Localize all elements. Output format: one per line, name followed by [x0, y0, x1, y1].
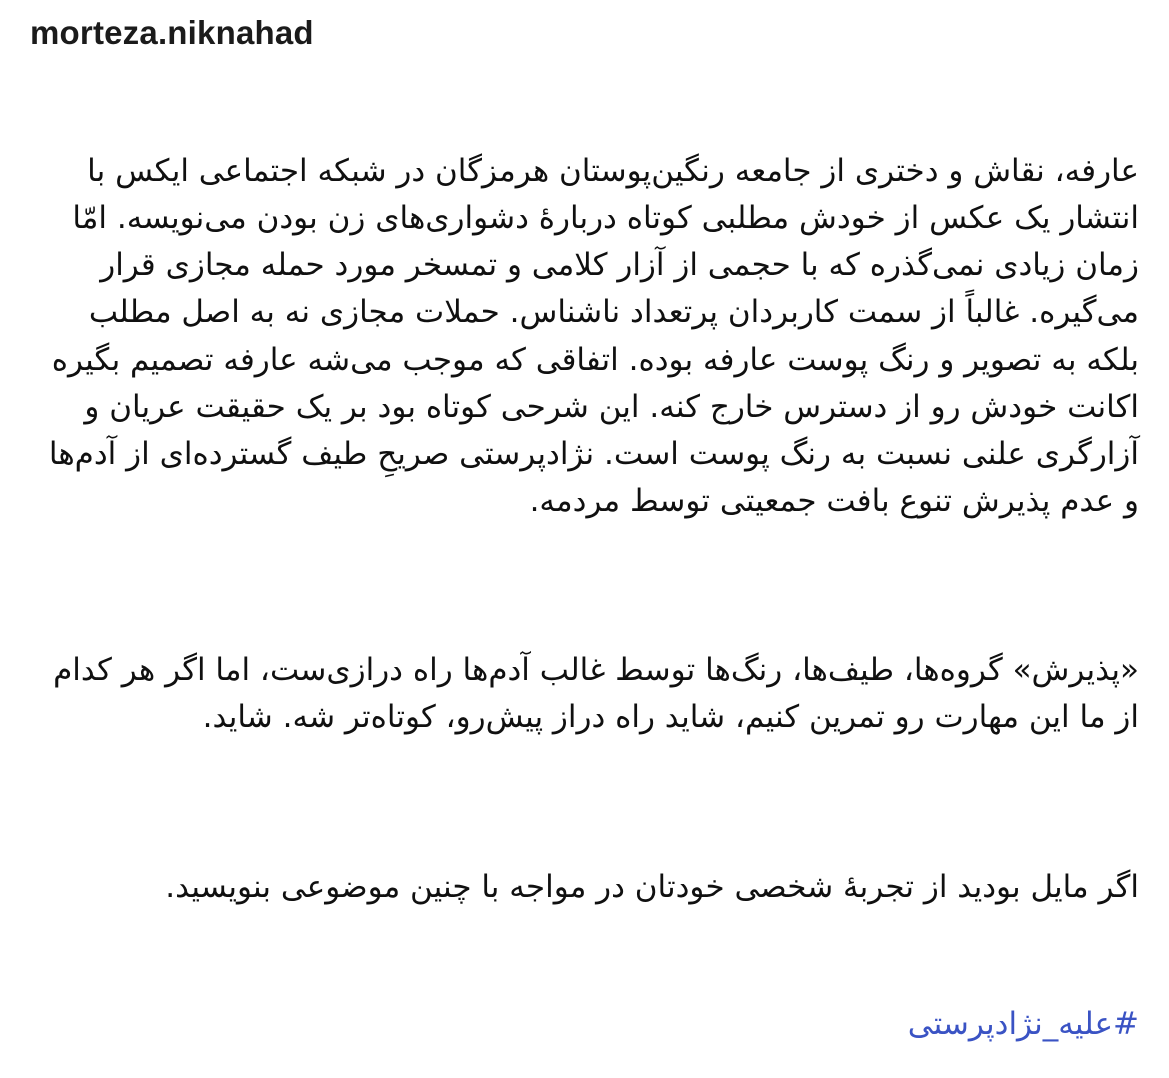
post-paragraph: اگر مایل بودید از تجربۀ شخصی خودتان در مواجه با چنین موضوعی بنویسید. — [165, 868, 1139, 905]
post-truncated-next-line — [30, 1052, 1139, 1078]
post-paragraph: «پذیرش» گروه‌ها، طیف‌ها، رنگ‌ها توسط غالب آدم‌ها راه درازی‌ست، اما اگر هر کدام از ما این مهارت رو تمرین کنیم، شاید راه دراز پیش‌رو، کوتاه‌تر شه. شاید. — [43, 652, 1139, 736]
hashtag-link[interactable]: #علیه_نژادپرستی — [907, 1006, 1139, 1043]
post-body — [30, 54, 1139, 1005]
post-username[interactable]: morteza.niknahad — [30, 14, 314, 51]
post-paragraph: عارفه، نقاش و دختری از جامعه رنگین‌پوستان هرمزگان در شبکه اجتماعی ایکس با انتشار یک عکس از خودش مطلبی کوتاه دربارۀ دشواری‌های زن بودن می‌نویسه. امّا زمان زیادی نمی‌گذره که با حجمی از آزار کلامی و تمسخر مورد حمله مجازی قرار می‌گیره. غالباً از سمت کاربردان پرتعداد ناشناس. حملات مجازی نه به اصل مطلب بلکه به تصویر و رنگ پوست عارفه بوده. اتفاقی که موجب می‌شه عارفه تصمیم بگیره اکانت خودش رو از دسترس خارج کنه. این شرحی کوتاه بود بر یک حقیقت عریان و آزارگری علنی نسبت به رنگ پوست است. نژادپرستی صریحِ طیف گسترده‌ای از آدم‌ها و عدم پذیرش تنوع بافت جمعیتی توسط مردمه. — [39, 153, 1139, 519]
